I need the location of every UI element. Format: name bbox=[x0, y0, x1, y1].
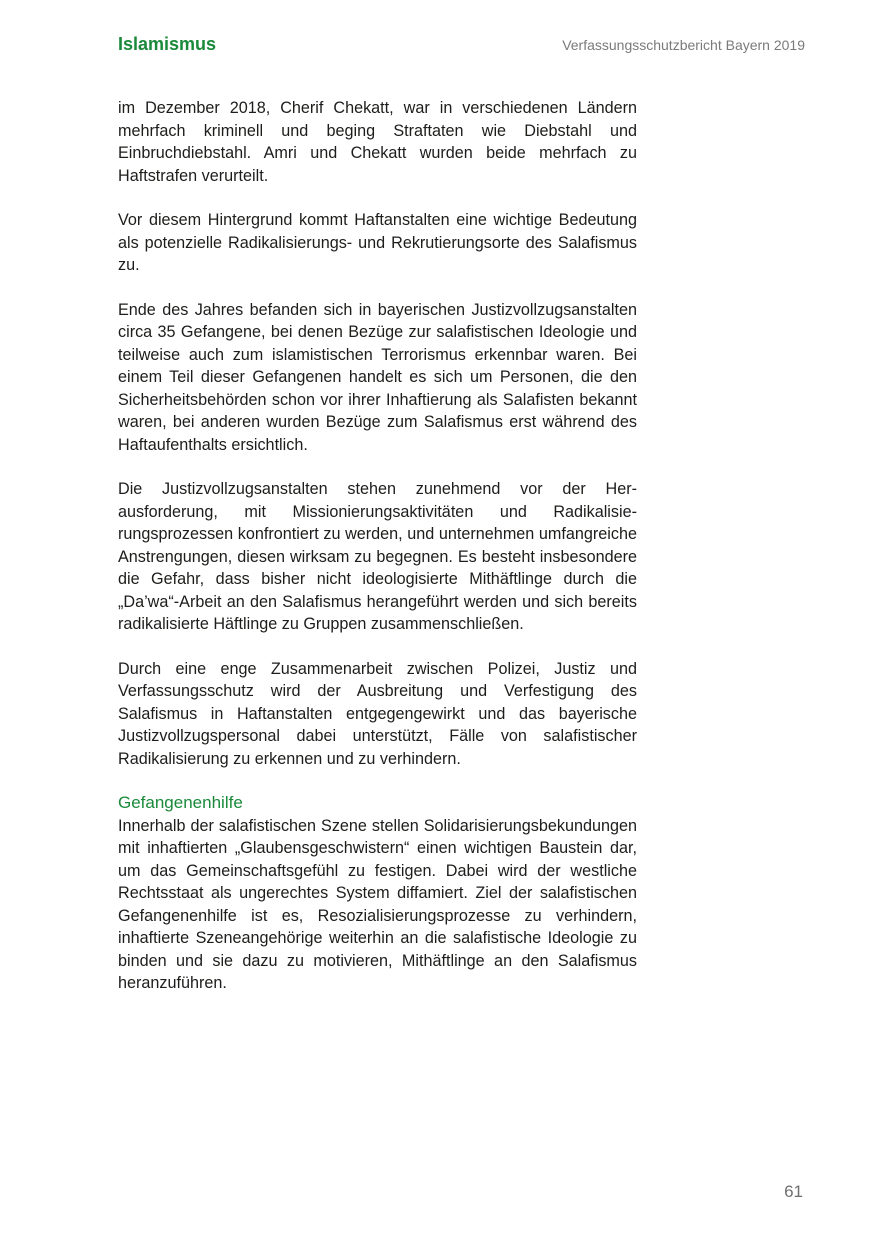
section-heading: Gefangenenhilfe bbox=[118, 793, 243, 812]
paragraph-3: Ende des Jahres befanden sich in bayerischen Justizvollzugsanstalten circa 35 Gefangene, bei denen Bezüge zur salafistischen Ideologie und teilweise auch zum islamistischen Terrorismus erkennbar waren. Bei einem Teil dieser Gefangenen handelt es sich um Personen, die den Sicherheitsbehörden schon vor ihrer Inhaftierung als Salafisten bekannt waren, bei anderen wurden Bezüge zum Salafismus erst während des Haftaufenthalts ersichtlich. bbox=[118, 300, 637, 454]
paragraph-5: Durch eine enge Zusammenarbeit zwischen Polizei, Justiz und Verfassungsschutz wird der Ausbreitung und Verfestigung des Salafismus in Haftanstalten entgegengewirkt und das bayerische Justizvollzugspersonal dabei unterstützt, Fälle von salafistischer Radikalisierung zu erkennen und zu verhindern. bbox=[118, 659, 637, 768]
paragraph-4: Die Justizvollzugsanstalten stehen zunehmend vor der Herausforderung, mit Missionierungsaktivitäten und Radikalisierungsprozessen konfrontiert zu werden, und unternehmen umfangreiche Anstrengungen, diesen wirksam zu begegnen. Es besteht insbesondere die Gefahr, dass bisher nicht ideologisierte Mithäftlinge durch die „Da’wa“-Arbeit an den Salafismus herangeführt werden und sich bereits radikalisierte Häftlinge zu Gruppen zusammenschließen. bbox=[118, 480, 637, 633]
section-paragraph: Innerhalb der salafistischen Szene stellen Solidarisierungsbekundungen mit inhaftierten „Glaubensgeschwistern“ einen wichtigen Baustein dar, um das Gemeinschaftsgefühl zu festigen. Dabei wird der westliche Rechtsstaat als ungerechtes System diffamiert. Ziel der salafistischen Gefangenenhilfe ist es, Resozialisierungsprozesse zu verhindern, inhaftierte Szeneangehörige weiterhin an die salafistische Ideologie zu binden und sie dazu zu motivieren, Mithäftlinge an den Salafismus heranzuführen. bbox=[118, 816, 637, 992]
paragraph-2: Vor diesem Hintergrund kommt Haftanstalten eine wichtige Bedeutung als potenzielle Radikalisierungs- und Rekrutierungsorte des Salafismus zu. bbox=[118, 211, 637, 274]
running-head-publication: Verfassungsschutzbericht Bayern 2019 bbox=[562, 37, 805, 53]
main-text bbox=[118, 97, 637, 1017]
running-head-section: Islamismus bbox=[118, 34, 217, 54]
page-number: 61 bbox=[784, 1182, 803, 1201]
paragraph-1: im Dezember 2018, Cherif Chekatt, war in verschiedenen Ländern mehrfach kriminell und beging Straftaten wie Diebstahl und Einbruchdiebstahl. Amri und Chekatt wurden beide mehrfach zu Haftstrafen verurteilt. bbox=[118, 99, 637, 185]
